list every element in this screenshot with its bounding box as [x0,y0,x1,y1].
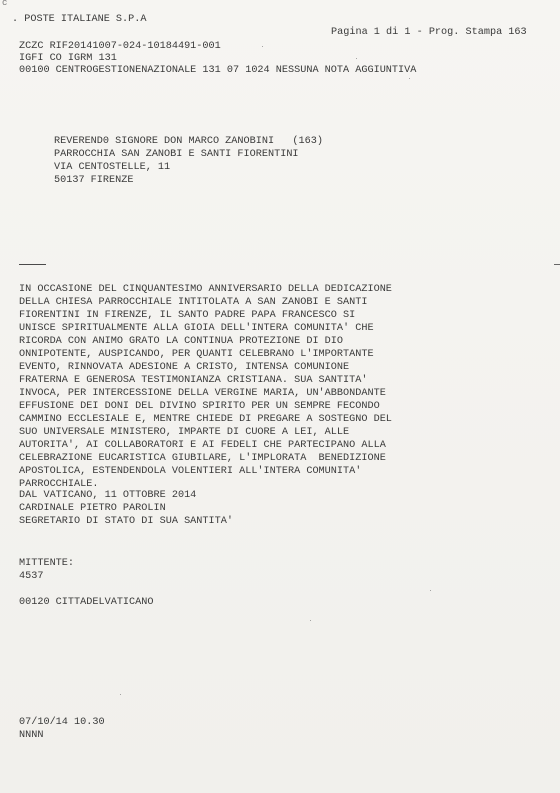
signature-title: SEGRETARIO DI STATO DI SUA SANTITA' [19,516,233,527]
separator-mark [19,264,46,265]
scan-speck [430,590,431,591]
signature-date: DAL VATICANO, 11 OTTOBRE 2014 [19,490,197,501]
scan-speck [310,620,311,621]
body-line: AUTORITA', AI COLLABORATORI E AI FEDELI CHE PARTECIPANO ALLA [19,440,386,451]
scan-speck [409,78,410,79]
scan-speck [262,46,263,47]
body-line: CELEBRAZIONE EUCARISTICA GIUBILARE, L'IMPLORATA BENEDIZIONE [19,453,386,464]
signature-name: CARDINALE PIETRO PAROLIN [19,503,166,514]
body-line: UNISCE SPIRITUALMENTE ALLA GIOIA DELL'INTERA COMUNITA' CHE [19,323,374,334]
recipient-parish: PARROCCHIA SAN ZANOBI E SANTI FIORENTINI [54,149,299,160]
recipient-name: REVEREND0 SIGNORE DON MARCO ZANOBINI (163) [54,136,323,147]
reference-code: ZCZC RIF20141007-024-10184491-001 [19,41,221,52]
company-name: . POSTE ITALIANE S.P.A [12,14,147,25]
body-line: INVOCA, PER INTERCESSIONE DELLA VERGINE MARIA, UN'ABBONDANTE [19,388,386,399]
body-line: FRATERNA E GENEROSA TESTIMONIANZA CRISTIANA. SUA SANTITA' [19,375,368,386]
sender-label: MITTENTE: [19,558,75,569]
body-line: SUO UNIVERSALE MINISTERO, IMPARTE DI CUORE A LEI, ALLE [19,427,350,438]
recipient-street: VIA CENTOSTELLE, 11 [54,162,171,173]
body-line: APOSTOLICA, ESTENDENDOLA VOLENTIERI ALL'INTERA COMUNITA' [19,466,362,477]
timestamp: 07/10/14 10.30 [19,717,105,728]
sender-code: 4537 [19,571,44,582]
body-line: DELLA CHIESA PARROCCHIALE INTITOLATA A SAN ZANOBI E SANTI [19,297,368,308]
edge-fold-mark [554,264,560,265]
end-marker: NNNN [19,730,44,741]
page-info: Pagina 1 di 1 - Prog. Stampa 163 [331,27,527,38]
recipient-city: 50137 FIRENZE [54,175,134,186]
scan-speck [120,694,121,695]
routing-line: 00100 CENTROGESTIONENAZIONALE 131 07 1024 NESSUNA NOTA AGGIUNTIVA [19,65,417,76]
body-line: FIORENTINI IN FIRENZE, IL SANTO PADRE PAPA FRANCESCO SI [19,310,356,321]
corner-mark: c [2,0,8,8]
body-line: PARROCCHIALE. [19,479,99,490]
body-line: CAMMINO ECCLESIALE E, MENTRE CHIEDE DI PREGARE A SOSTEGNO DEL [19,414,392,425]
body-line: EVENTO, RINNOVATA ADESIONE A CRISTO, INTENSA COMUNIONE [19,362,350,373]
office-code: IGFI CO IGRM 131 [19,53,117,64]
body-line: EFFUSIONE DEI DONI DEL DIVINO SPIRITO PER UN SEMPRE FECONDO [19,401,380,412]
body-line: IN OCCASIONE DEL CINQUANTESIMO ANNIVERSARIO DELLA DEDICAZIONE [19,284,392,295]
body-line: RICORDA CON ANIMO GRATO LA CONTINUA PROTEZIONE DI DIO [19,336,344,347]
body-line: ONNIPOTENTE, AUSPICANDO, PER QUANTI CELEBRANO L'IMPORTANTE [19,349,374,360]
sender-address: 00120 CITTADELVATICANO [19,597,154,608]
scan-speck [356,58,357,59]
